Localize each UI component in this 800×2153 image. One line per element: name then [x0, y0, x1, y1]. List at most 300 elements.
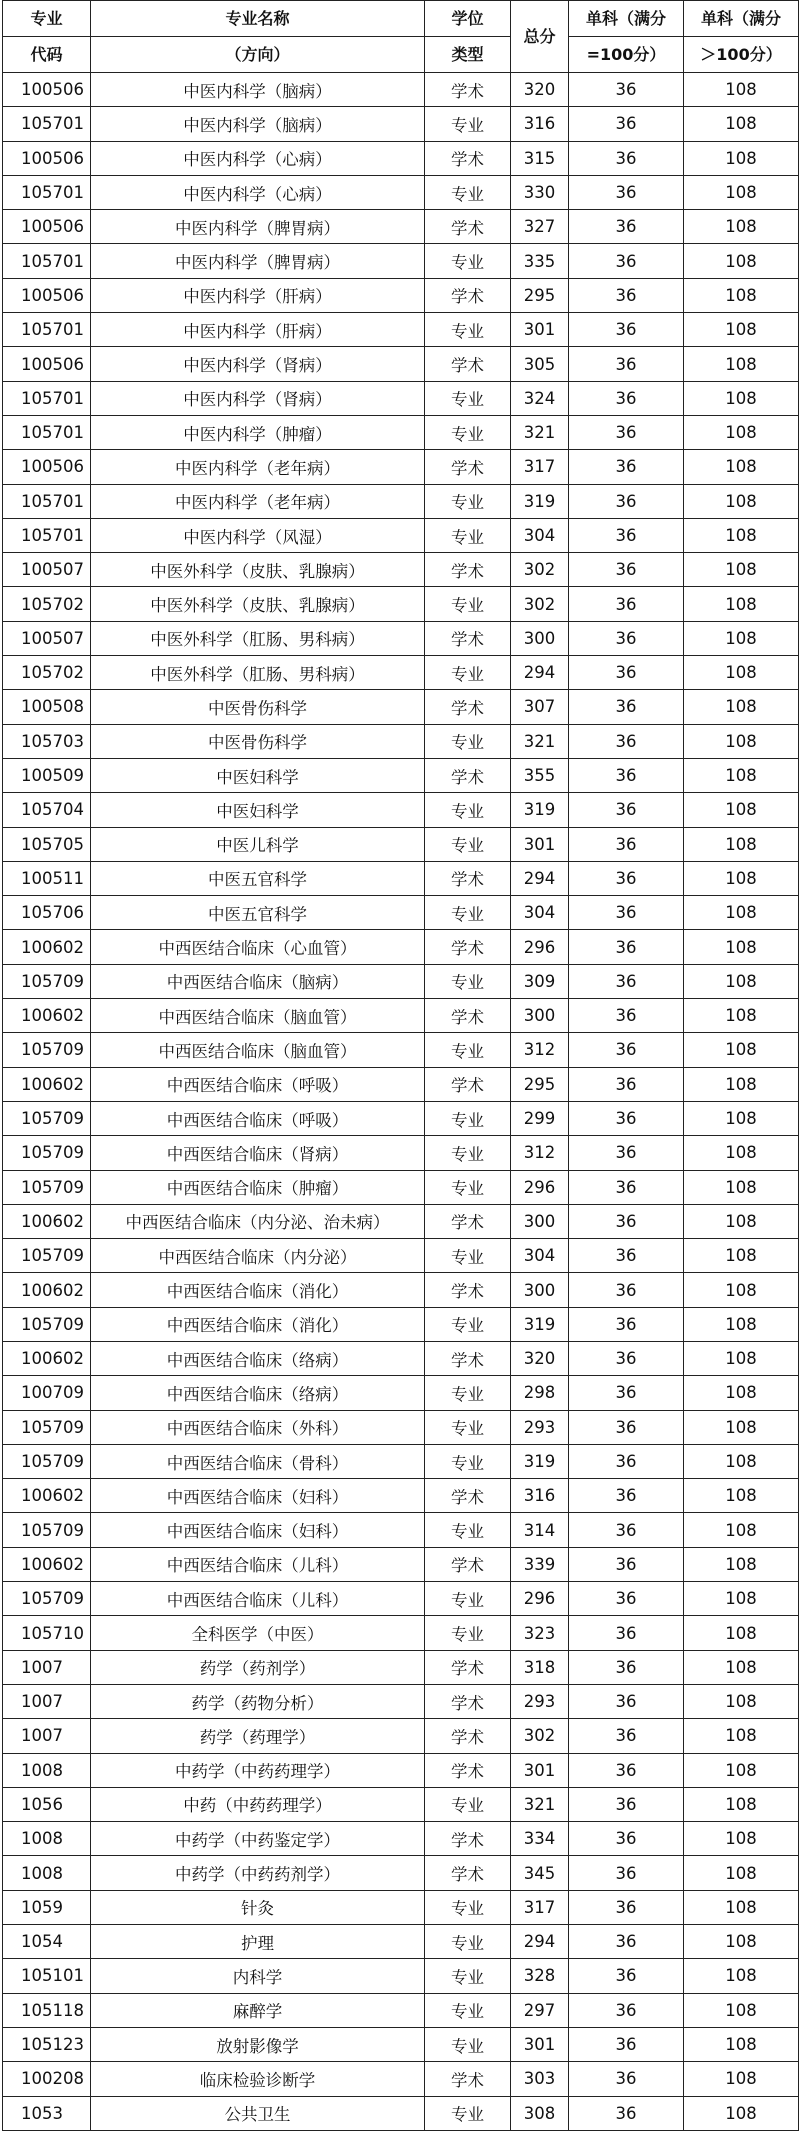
- major-code-cell: 100506: [3, 450, 91, 484]
- total-score-cell: 303: [511, 2062, 569, 2096]
- major-name-cell: 中医儿科学: [91, 827, 425, 861]
- major-code-cell: 100602: [3, 1547, 91, 1581]
- total-score-cell: 294: [511, 861, 569, 895]
- degree-type-cell: 学术: [425, 1822, 511, 1856]
- degree-type-cell: 专业: [425, 1890, 511, 1924]
- major-code-cell: 105101: [3, 1959, 91, 1993]
- single-100-cell: 36: [569, 1479, 684, 1513]
- table-row: [3, 141, 799, 175]
- table-row: [3, 347, 799, 381]
- table-row: [3, 621, 799, 655]
- major-name-cell: 中西医结合临床（络病）: [91, 1341, 425, 1375]
- degree-type-cell: 学术: [425, 1273, 511, 1307]
- major-code-cell: 105706: [3, 896, 91, 930]
- major-code-cell: 1007: [3, 1719, 91, 1753]
- single-gt100-cell: 108: [684, 587, 799, 621]
- degree-type-cell: 专业: [425, 1513, 511, 1547]
- single-gt100-cell: 108: [684, 690, 799, 724]
- single-100-cell: 36: [569, 347, 684, 381]
- total-score-cell: 297: [511, 1993, 569, 2027]
- header-single-gt100-line2: ＞100分）: [684, 37, 799, 73]
- degree-type-cell: 专业: [425, 1136, 511, 1170]
- single-gt100-cell: 108: [684, 73, 799, 107]
- degree-type-cell: 学术: [425, 1719, 511, 1753]
- single-gt100-cell: 108: [684, 518, 799, 552]
- total-score-cell: 339: [511, 1547, 569, 1581]
- table-row: [3, 244, 799, 278]
- major-name-cell: 临床检验诊断学: [91, 2062, 425, 2096]
- major-code-cell: 105701: [3, 175, 91, 209]
- degree-type-cell: 专业: [425, 1993, 511, 2027]
- table-row: [3, 896, 799, 930]
- total-score-cell: 301: [511, 2027, 569, 2061]
- single-100-cell: 36: [569, 2096, 684, 2130]
- single-100-cell: 36: [569, 1719, 684, 1753]
- single-gt100-cell: 108: [684, 1410, 799, 1444]
- single-100-cell: 36: [569, 1033, 684, 1067]
- single-100-cell: 36: [569, 1136, 684, 1170]
- single-gt100-cell: 108: [684, 450, 799, 484]
- major-code-cell: 105701: [3, 484, 91, 518]
- total-score-cell: 299: [511, 1101, 569, 1135]
- single-gt100-cell: 108: [684, 1033, 799, 1067]
- major-code-cell: 100506: [3, 141, 91, 175]
- total-score-cell: 307: [511, 690, 569, 724]
- degree-type-cell: 专业: [425, 244, 511, 278]
- single-gt100-cell: 108: [684, 107, 799, 141]
- single-100-cell: 36: [569, 1341, 684, 1375]
- degree-type-cell: 专业: [425, 518, 511, 552]
- single-gt100-cell: 108: [684, 827, 799, 861]
- header-single100-line2: =100分）: [569, 37, 684, 73]
- major-code-cell: 105701: [3, 381, 91, 415]
- major-code-cell: 105118: [3, 1993, 91, 2027]
- header-total: 总分: [511, 1, 569, 73]
- major-name-cell: 中西医结合临床（肿瘤）: [91, 1170, 425, 1204]
- major-name-cell: 全科医学（中医）: [91, 1616, 425, 1650]
- total-score-cell: 302: [511, 553, 569, 587]
- table-row: [3, 758, 799, 792]
- single-100-cell: 36: [569, 1547, 684, 1581]
- single-100-cell: 36: [569, 1616, 684, 1650]
- single-100-cell: 36: [569, 1787, 684, 1821]
- major-name-cell: 中西医结合临床（妇科）: [91, 1513, 425, 1547]
- degree-type-cell: 专业: [425, 2027, 511, 2061]
- major-name-cell: 中药（中药药理学）: [91, 1787, 425, 1821]
- major-code-cell: 1007: [3, 1684, 91, 1718]
- single-gt100-cell: 108: [684, 1341, 799, 1375]
- major-name-cell: 中药学（中药药剂学）: [91, 1856, 425, 1890]
- major-code-cell: 105709: [3, 1239, 91, 1273]
- single-gt100-cell: 108: [684, 210, 799, 244]
- total-score-cell: 321: [511, 415, 569, 449]
- degree-type-cell: 学术: [425, 1856, 511, 1890]
- major-code-cell: 1056: [3, 1787, 91, 1821]
- major-name-cell: 公共卫生: [91, 2096, 425, 2130]
- total-score-cell: 302: [511, 587, 569, 621]
- degree-type-cell: 专业: [425, 1959, 511, 1993]
- single-100-cell: 36: [569, 1273, 684, 1307]
- single-100-cell: 36: [569, 1376, 684, 1410]
- major-name-cell: 中西医结合临床（脑血管）: [91, 1033, 425, 1067]
- table-row: [3, 1204, 799, 1238]
- degree-type-cell: 专业: [425, 587, 511, 621]
- total-score-cell: 312: [511, 1136, 569, 1170]
- table-row: [3, 518, 799, 552]
- single-gt100-cell: 108: [684, 1101, 799, 1135]
- table-row: [3, 2096, 799, 2130]
- major-code-cell: 100511: [3, 861, 91, 895]
- total-score-cell: 335: [511, 244, 569, 278]
- major-name-cell: 药学（药物分析）: [91, 1684, 425, 1718]
- single-gt100-cell: 108: [684, 1650, 799, 1684]
- single-100-cell: 36: [569, 1204, 684, 1238]
- single-gt100-cell: 108: [684, 758, 799, 792]
- table-row: [3, 1753, 799, 1787]
- single-gt100-cell: 108: [684, 2062, 799, 2096]
- major-name-cell: 中西医结合临床（儿科）: [91, 1547, 425, 1581]
- table-row: [3, 1307, 799, 1341]
- major-code-cell: 100507: [3, 621, 91, 655]
- single-100-cell: 36: [569, 1959, 684, 1993]
- major-code-cell: 105709: [3, 1170, 91, 1204]
- major-code-cell: 105704: [3, 793, 91, 827]
- major-code-cell: 100508: [3, 690, 91, 724]
- single-100-cell: 36: [569, 758, 684, 792]
- degree-type-cell: 专业: [425, 484, 511, 518]
- total-score-cell: 304: [511, 518, 569, 552]
- total-score-cell: 304: [511, 896, 569, 930]
- single-gt100-cell: 108: [684, 1307, 799, 1341]
- major-code-cell: 100709: [3, 1376, 91, 1410]
- table-row: [3, 553, 799, 587]
- major-code-cell: 105709: [3, 964, 91, 998]
- single-gt100-cell: 108: [684, 724, 799, 758]
- single-100-cell: 36: [569, 1513, 684, 1547]
- single-gt100-cell: 108: [684, 1925, 799, 1959]
- single-gt100-cell: 108: [684, 793, 799, 827]
- table-row: [3, 1101, 799, 1135]
- single-100-cell: 36: [569, 450, 684, 484]
- table-row: [3, 484, 799, 518]
- degree-type-cell: 学术: [425, 621, 511, 655]
- table-row: [3, 964, 799, 998]
- major-name-cell: 中药学（中药鉴定学）: [91, 1822, 425, 1856]
- single-100-cell: 36: [569, 999, 684, 1033]
- major-name-cell: 中西医结合临床（内分泌）: [91, 1239, 425, 1273]
- major-name-cell: 中医外科学（皮肤、乳腺病）: [91, 587, 425, 621]
- major-code-cell: 105701: [3, 313, 91, 347]
- table-row: [3, 313, 799, 347]
- total-score-cell: 296: [511, 1170, 569, 1204]
- degree-type-cell: 学术: [425, 1479, 511, 1513]
- single-gt100-cell: 108: [684, 1959, 799, 1993]
- major-code-cell: 105702: [3, 587, 91, 621]
- single-gt100-cell: 108: [684, 1822, 799, 1856]
- major-name-cell: 中西医结合临床（外科）: [91, 1410, 425, 1444]
- major-code-cell: 105705: [3, 827, 91, 861]
- degree-type-cell: 学术: [425, 2062, 511, 2096]
- single-gt100-cell: 108: [684, 621, 799, 655]
- major-code-cell: 100507: [3, 553, 91, 587]
- major-code-cell: 100506: [3, 347, 91, 381]
- table-row: [3, 656, 799, 690]
- table-row: [3, 1341, 799, 1375]
- table-row: [3, 690, 799, 724]
- single-gt100-cell: 108: [684, 1136, 799, 1170]
- total-score-cell: 334: [511, 1822, 569, 1856]
- table-row: [3, 724, 799, 758]
- degree-type-cell: 学术: [425, 1547, 511, 1581]
- single-100-cell: 36: [569, 964, 684, 998]
- header-degree-line2: 类型: [425, 37, 511, 73]
- total-score-cell: 321: [511, 724, 569, 758]
- table-row: [3, 1856, 799, 1890]
- table-row: [3, 1650, 799, 1684]
- major-code-cell: 105701: [3, 518, 91, 552]
- major-code-cell: 105709: [3, 1513, 91, 1547]
- table-row: [3, 1513, 799, 1547]
- degree-type-cell: 学术: [425, 1067, 511, 1101]
- single-100-cell: 36: [569, 1410, 684, 1444]
- single-gt100-cell: 108: [684, 141, 799, 175]
- single-100-cell: 36: [569, 1582, 684, 1616]
- total-score-cell: 319: [511, 484, 569, 518]
- single-100-cell: 36: [569, 381, 684, 415]
- single-100-cell: 36: [569, 1684, 684, 1718]
- major-code-cell: 105701: [3, 107, 91, 141]
- major-name-cell: 中医内科学（心病）: [91, 141, 425, 175]
- total-score-cell: 321: [511, 1787, 569, 1821]
- degree-type-cell: 学术: [425, 1341, 511, 1375]
- table-row: [3, 1890, 799, 1924]
- single-gt100-cell: 108: [684, 2027, 799, 2061]
- major-name-cell: 中医内科学（肿瘤）: [91, 415, 425, 449]
- single-100-cell: 36: [569, 1444, 684, 1478]
- total-score-cell: 300: [511, 621, 569, 655]
- major-name-cell: 中西医结合临床（络病）: [91, 1376, 425, 1410]
- total-score-cell: 317: [511, 450, 569, 484]
- single-gt100-cell: 108: [684, 553, 799, 587]
- table-row: [3, 1616, 799, 1650]
- major-name-cell: 中医内科学（风湿）: [91, 518, 425, 552]
- major-name-cell: 中西医结合临床（呼吸）: [91, 1101, 425, 1135]
- single-gt100-cell: 108: [684, 656, 799, 690]
- single-gt100-cell: 108: [684, 2096, 799, 2130]
- total-score-cell: 328: [511, 1959, 569, 1993]
- total-score-cell: 324: [511, 381, 569, 415]
- major-code-cell: 100602: [3, 1204, 91, 1238]
- single-100-cell: 36: [569, 861, 684, 895]
- major-code-cell: 100602: [3, 999, 91, 1033]
- total-score-cell: 327: [511, 210, 569, 244]
- major-name-cell: 药学（药理学）: [91, 1719, 425, 1753]
- degree-type-cell: 专业: [425, 896, 511, 930]
- major-name-cell: 中医内科学（肝病）: [91, 278, 425, 312]
- single-100-cell: 36: [569, 73, 684, 107]
- major-name-cell: 中西医结合临床（呼吸）: [91, 1067, 425, 1101]
- table-row: [3, 1547, 799, 1581]
- major-code-cell: 105701: [3, 415, 91, 449]
- major-code-cell: 1059: [3, 1890, 91, 1924]
- single-gt100-cell: 108: [684, 415, 799, 449]
- degree-type-cell: 专业: [425, 1582, 511, 1616]
- major-name-cell: 中医妇科学: [91, 758, 425, 792]
- table-row: [3, 793, 799, 827]
- major-code-cell: 100602: [3, 1273, 91, 1307]
- degree-type-cell: 专业: [425, 656, 511, 690]
- table-row: [3, 1444, 799, 1478]
- degree-type-cell: 学术: [425, 758, 511, 792]
- single-gt100-cell: 108: [684, 1719, 799, 1753]
- total-score-cell: 304: [511, 1239, 569, 1273]
- major-code-cell: 105123: [3, 2027, 91, 2061]
- major-name-cell: 中药学（中药药理学）: [91, 1753, 425, 1787]
- major-name-cell: 中医五官科学: [91, 896, 425, 930]
- total-score-cell: 296: [511, 930, 569, 964]
- total-score-cell: 314: [511, 1513, 569, 1547]
- major-name-cell: 中西医结合临床（脑血管）: [91, 999, 425, 1033]
- single-100-cell: 36: [569, 827, 684, 861]
- single-gt100-cell: 108: [684, 1890, 799, 1924]
- major-name-cell: 中西医结合临床（妇科）: [91, 1479, 425, 1513]
- degree-type-cell: 专业: [425, 1239, 511, 1273]
- header-code-line1: 专业: [3, 1, 91, 37]
- table-row: [3, 278, 799, 312]
- header-degree-line1: 学位: [425, 1, 511, 37]
- degree-type-cell: 专业: [425, 381, 511, 415]
- total-score-cell: 315: [511, 141, 569, 175]
- table-row: [3, 2027, 799, 2061]
- single-100-cell: 36: [569, 621, 684, 655]
- major-code-cell: 100506: [3, 278, 91, 312]
- single-gt100-cell: 108: [684, 347, 799, 381]
- single-100-cell: 36: [569, 1856, 684, 1890]
- major-name-cell: 中医外科学（皮肤、乳腺病）: [91, 553, 425, 587]
- table-row: [3, 999, 799, 1033]
- table-row: [3, 1719, 799, 1753]
- degree-type-cell: 学术: [425, 347, 511, 381]
- single-100-cell: 36: [569, 656, 684, 690]
- table-row: [3, 827, 799, 861]
- single-gt100-cell: 108: [684, 1376, 799, 1410]
- degree-type-cell: 专业: [425, 2096, 511, 2130]
- degree-type-cell: 学术: [425, 1753, 511, 1787]
- table-row: [3, 1959, 799, 1993]
- table-row: [3, 210, 799, 244]
- major-name-cell: 中医内科学（老年病）: [91, 450, 425, 484]
- degree-type-cell: 专业: [425, 1444, 511, 1478]
- total-score-cell: 301: [511, 313, 569, 347]
- table-row: [3, 930, 799, 964]
- table-row: [3, 1925, 799, 1959]
- major-name-cell: 中西医结合临床（消化）: [91, 1273, 425, 1307]
- single-100-cell: 36: [569, 1650, 684, 1684]
- single-100-cell: 36: [569, 1890, 684, 1924]
- degree-type-cell: 学术: [425, 1204, 511, 1238]
- major-code-cell: 105709: [3, 1410, 91, 1444]
- total-score-cell: 294: [511, 656, 569, 690]
- single-100-cell: 36: [569, 587, 684, 621]
- major-name-cell: 中医妇科学: [91, 793, 425, 827]
- major-name-cell: 中医内科学（脾胃病）: [91, 244, 425, 278]
- single-gt100-cell: 108: [684, 381, 799, 415]
- total-score-cell: 316: [511, 107, 569, 141]
- degree-type-cell: 学术: [425, 690, 511, 724]
- single-gt100-cell: 108: [684, 1170, 799, 1204]
- major-code-cell: 100602: [3, 1479, 91, 1513]
- major-code-cell: 105709: [3, 1444, 91, 1478]
- total-score-cell: 295: [511, 1067, 569, 1101]
- major-name-cell: 中西医结合临床（消化）: [91, 1307, 425, 1341]
- table-row: [3, 1479, 799, 1513]
- major-code-cell: 100506: [3, 73, 91, 107]
- total-score-cell: 305: [511, 347, 569, 381]
- total-score-cell: 323: [511, 1616, 569, 1650]
- total-score-cell: 300: [511, 1273, 569, 1307]
- table-row: [3, 1067, 799, 1101]
- major-name-cell: 中医骨伤科学: [91, 724, 425, 758]
- major-code-cell: 1054: [3, 1925, 91, 1959]
- single-100-cell: 36: [569, 553, 684, 587]
- single-gt100-cell: 108: [684, 313, 799, 347]
- degree-type-cell: 专业: [425, 964, 511, 998]
- total-score-cell: 319: [511, 1307, 569, 1341]
- table-row: [3, 1033, 799, 1067]
- single-100-cell: 36: [569, 313, 684, 347]
- major-name-cell: 内科学: [91, 1959, 425, 1993]
- single-100-cell: 36: [569, 518, 684, 552]
- degree-type-cell: 专业: [425, 1307, 511, 1341]
- table-row: [3, 1170, 799, 1204]
- total-score-cell: 294: [511, 1925, 569, 1959]
- table-row: [3, 861, 799, 895]
- degree-type-cell: 学术: [425, 930, 511, 964]
- major-name-cell: 中西医结合临床（心血管）: [91, 930, 425, 964]
- degree-type-cell: 学术: [425, 141, 511, 175]
- table-header: [3, 1, 799, 73]
- major-code-cell: 105709: [3, 1101, 91, 1135]
- single-100-cell: 36: [569, 278, 684, 312]
- major-name-cell: 中西医结合临床（儿科）: [91, 1582, 425, 1616]
- single-gt100-cell: 108: [684, 861, 799, 895]
- single-100-cell: 36: [569, 484, 684, 518]
- total-score-cell: 301: [511, 1753, 569, 1787]
- degree-type-cell: 专业: [425, 107, 511, 141]
- single-100-cell: 36: [569, 210, 684, 244]
- major-name-cell: 中西医结合临床（肾病）: [91, 1136, 425, 1170]
- major-code-cell: 105709: [3, 1582, 91, 1616]
- single-gt100-cell: 108: [684, 1204, 799, 1238]
- table-row: [3, 450, 799, 484]
- single-gt100-cell: 108: [684, 999, 799, 1033]
- single-100-cell: 36: [569, 1170, 684, 1204]
- table-row: [3, 1239, 799, 1273]
- degree-type-cell: 专业: [425, 415, 511, 449]
- total-score-cell: 300: [511, 1204, 569, 1238]
- major-name-cell: 中西医结合临床（内分泌、治未病）: [91, 1204, 425, 1238]
- major-code-cell: 100208: [3, 2062, 91, 2096]
- table-row: [3, 1410, 799, 1444]
- single-100-cell: 36: [569, 1822, 684, 1856]
- table-row: [3, 1684, 799, 1718]
- degree-type-cell: 专业: [425, 1787, 511, 1821]
- total-score-cell: 320: [511, 1341, 569, 1375]
- single-100-cell: 36: [569, 1239, 684, 1273]
- total-score-cell: 318: [511, 1650, 569, 1684]
- major-name-cell: 中医内科学（肝病）: [91, 313, 425, 347]
- single-gt100-cell: 108: [684, 1479, 799, 1513]
